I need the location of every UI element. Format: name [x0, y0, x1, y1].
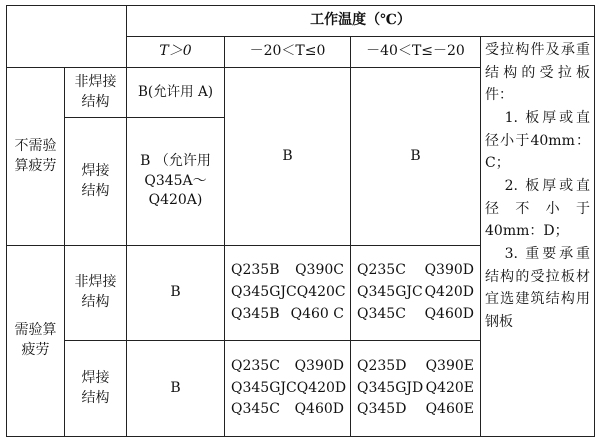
grade-cell: B	[127, 341, 225, 437]
group-fatigue: 需验算疲劳	[7, 246, 65, 437]
note-line: 2. 板厚或直径不小于40mm：D；	[485, 178, 591, 240]
grade-item: Q345C	[231, 401, 280, 418]
grade-item: Q460D	[294, 401, 344, 418]
grade-item: Q235C	[357, 262, 406, 279]
grade-item: Q345GJD	[357, 379, 424, 396]
grade-line	[227, 378, 348, 400]
grade-line	[353, 356, 478, 378]
grade-item: Q460 C	[290, 305, 344, 322]
grade-list-cell	[351, 341, 481, 437]
grade-line	[227, 282, 348, 304]
note-cell	[481, 37, 595, 437]
grade-item: Q460E	[425, 401, 474, 418]
grade-item: Q420E	[425, 379, 474, 396]
note-line: 受拉构件及承重结构的受拉板件：	[485, 42, 591, 104]
grade-line	[353, 260, 478, 282]
structure-type-welded: 焊接结构	[65, 118, 127, 246]
grade-line	[353, 399, 478, 421]
grade-item: Q345C	[357, 305, 406, 322]
grade-line	[227, 304, 348, 326]
grade-list-cell	[225, 341, 351, 437]
grade-list	[227, 356, 348, 422]
grade-item: Q420D	[424, 284, 474, 301]
note-line: 3. 重要承重结构的受拉板材宜选建筑结构用钢板	[485, 246, 591, 331]
grade-item: Q235D	[357, 357, 407, 374]
grade-line	[353, 304, 478, 326]
structure-type-welded: 焊接结构	[65, 341, 127, 437]
note-line: 1. 板厚或直径小于40mm：C；	[485, 110, 591, 172]
grade-list-cell	[225, 246, 351, 341]
grade-item: Q345GJC	[231, 379, 297, 396]
grade-line	[353, 378, 478, 400]
grade-item: Q345GJC	[357, 284, 423, 301]
grade-list-cell	[351, 246, 481, 341]
grade-item: Q345B	[231, 305, 280, 322]
grade-line	[227, 399, 348, 421]
steel-grade-table	[6, 5, 595, 437]
grade-item: Q420C	[296, 284, 346, 301]
corner-cell	[7, 6, 127, 68]
grade-line	[227, 260, 348, 282]
structure-type-non-welded: 非焊接结构	[65, 246, 127, 341]
grade-list	[227, 260, 348, 326]
grade-list	[353, 260, 478, 326]
structure-type-non-welded: 非焊接结构	[65, 68, 127, 118]
header-temp-above-0: T＞0	[127, 37, 225, 68]
grade-item: Q345GJC	[231, 284, 297, 301]
header-temp-minus40-to-minus20: －40＜T≤－20	[351, 37, 481, 68]
grade-cell: B	[127, 246, 225, 341]
grade-cell: B	[351, 68, 481, 246]
grade-cell: B(允许用 A)	[127, 68, 225, 118]
grade-list	[353, 356, 478, 422]
grade-cell: B （允许用 Q345A～Q420A)	[127, 118, 225, 246]
grade-item: Q235B	[231, 262, 280, 279]
header-temp-minus20-to-0: －20＜T≤0	[225, 37, 351, 68]
grade-item: Q420D	[296, 379, 347, 396]
grade-item: Q390D	[424, 262, 474, 279]
grade-item: Q235C	[231, 357, 280, 374]
grade-item: Q390D	[294, 357, 344, 374]
grade-item: Q390E	[425, 357, 474, 374]
grade-cell: B	[225, 68, 351, 246]
grade-item: Q390C	[295, 262, 344, 279]
grade-line	[227, 356, 348, 378]
group-no-fatigue: 不需验算疲劳	[7, 68, 65, 246]
grade-item: Q460D	[424, 305, 474, 322]
grade-item: Q345D	[357, 401, 407, 418]
grade-line	[353, 282, 478, 304]
header-work-temperature: 工作温度（℃）	[127, 6, 595, 37]
